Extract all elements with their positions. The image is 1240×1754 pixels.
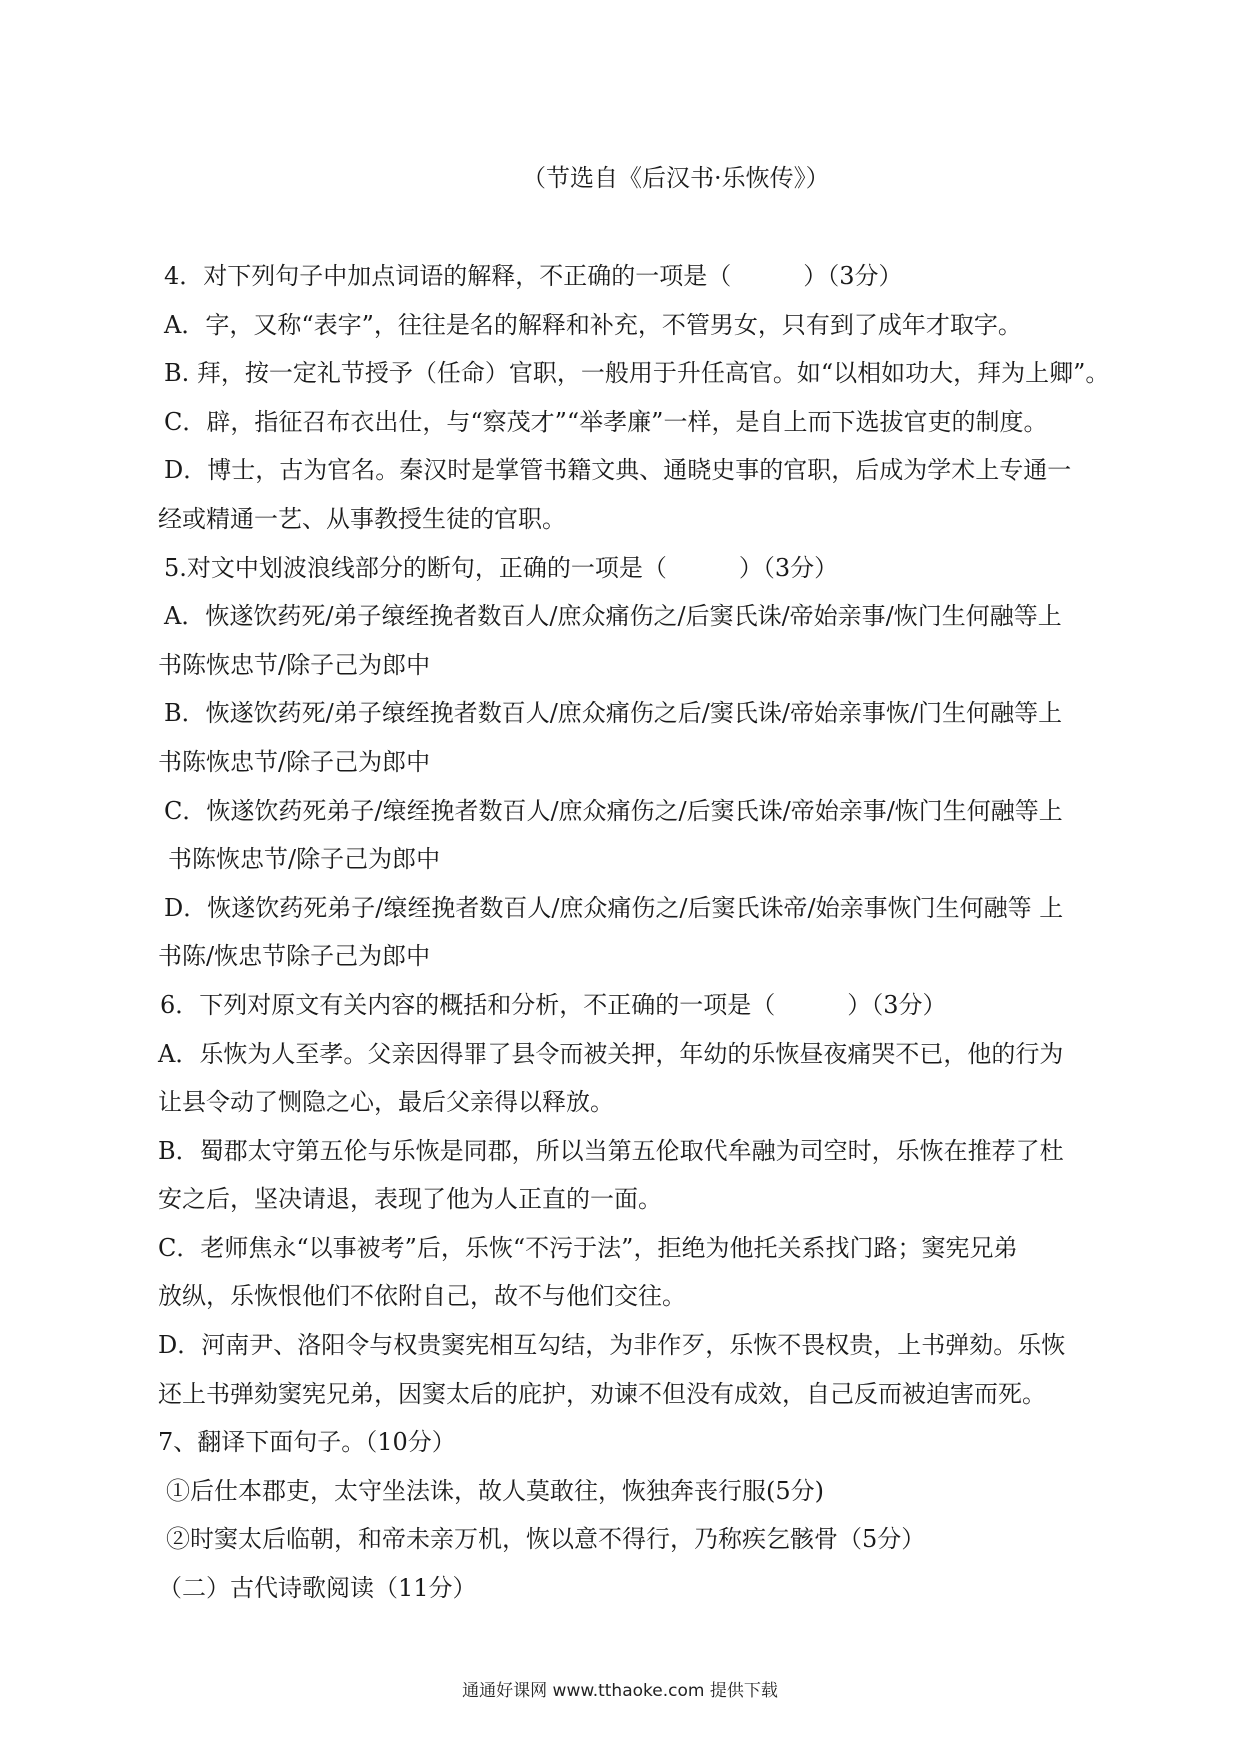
question-body: [158, 252, 1110, 1613]
q4-option-d-line2: 经或精通一艺、从事教授生徒的官职。: [158, 504, 566, 533]
q6-option-a-line1: A．乐恢为人至孝。父亲因得罪了县令而被关押，年幼的乐恢昼夜痛哭不已，他的行为: [158, 1039, 1064, 1068]
q5-option-b-line1: B．恢遂饮药死/弟子缞绖挽者数百人/庶众痛伤之后/窦氏诛/帝始亲事恢/门生何融等上: [164, 699, 1063, 728]
q4-option-c: C．辟，指征召布衣出仕，与“察茂才”“举孝廉”一样，是自上而下选拔官吏的制度。: [164, 407, 1048, 436]
q6-option-c-line2: 放纵，乐恢恨他们不依附自己，故不与他们交往。: [158, 1282, 686, 1311]
q5-option-c-line2: 书陈恢忠节/除子己为郎中: [168, 845, 441, 874]
q4-option-d-line1: D．博士，古为官名。秦汉时是掌管书籍文典、通晓史事的官职，后成为学术上专通一: [164, 456, 1072, 485]
q4-stem: 4．对下列句子中加点词语的解释，不正确的一项是（ ）（3分）: [164, 262, 903, 290]
q5-option-d-line2: 书陈/恢忠节除子己为郎中: [158, 942, 431, 971]
q5-option-d-line1: D．恢遂饮药死弟子/缞绖挽者数百人/庶众痛伤之/后窦氏诛帝/始亲事恢门生何融等 上: [164, 893, 1064, 922]
footer-download-note: 通通好课网 www.tthaoke.com 提供下载: [462, 1681, 778, 1701]
q6-option-b-line1: B．蜀郡太守第五伦与乐恢是同郡，所以当第五伦取代牟融为司空时，乐恢在推荐了杜: [158, 1136, 1064, 1165]
q5-option-a-line2: 书陈恢忠节/除子己为郎中: [158, 650, 431, 679]
q6-option-a-line2: 让县令动了恻隐之心，最后父亲得以释放。: [158, 1088, 614, 1117]
source-citation: （节选自《后汉书·乐恢传》）: [522, 164, 830, 192]
q5-option-a-line1: A．恢遂饮药死/弟子缞绖挽者数百人/庶众痛伤之/后窦氏诛/帝始亲事/恢门生何融等上: [164, 602, 1062, 631]
q6-option-d-line1: D．河南尹、洛阳令与权贵窦宪相互勾结，为非作歹，乐恢不畏权贵，上书弹劾。乐恢: [158, 1331, 1066, 1360]
section-heading-poetry: （二）古代诗歌阅读（11分）: [158, 1574, 477, 1603]
q6-option-b-line2: 安之后，坚决请退，表现了他为人正直的一面。: [158, 1185, 662, 1214]
q6-option-c-line1: C．老师焦永“以事被考”后，乐恢“不污于法”，拒绝为他托关系找门路；窦宪兄弟: [158, 1233, 1018, 1262]
q7-stem: 7、翻译下面句子。（10分）: [158, 1428, 456, 1457]
q4-option-a: A．字，又称“表字”，往往是名的解释和补充，不管男女，只有到了成年才取字。: [164, 310, 1022, 339]
q5-option-c-line1: C．恢遂饮药死弟子/缞绖挽者数百人/庶众痛伤之/后窦氏诛/帝始亲事/恢门生何融等上: [164, 796, 1063, 825]
q5-option-b-line2: 书陈恢忠节/除子己为郎中: [158, 747, 431, 776]
q6-stem: 6．下列对原文有关内容的概括和分析，不正确的一项是（ ）（3分）: [160, 990, 947, 1019]
q6-option-d-line2: 还上书弹劾窦宪兄弟，因窦太后的庇护，劝谏不但没有成效，自己反而被迫害而死。: [158, 1379, 1046, 1408]
q7-sentence-1: ①后仕本郡吏，太守坐法诛，故人莫敢往，恢独奔丧行服(5分): [166, 1476, 824, 1505]
q4-option-b: B. 拜，按一定礼节授予（任命）官职，一般用于升任高官。如“以相如功大，拜为上卿”。: [164, 359, 1110, 388]
q7-sentence-2: ②时窦太后临朝，和帝未亲万机，恢以意不得行，乃称疾乞骸骨（5分）: [166, 1525, 926, 1554]
q5-stem: 5.对文中划波浪线部分的断句，正确的一项是（ ）（3分）: [164, 553, 839, 582]
